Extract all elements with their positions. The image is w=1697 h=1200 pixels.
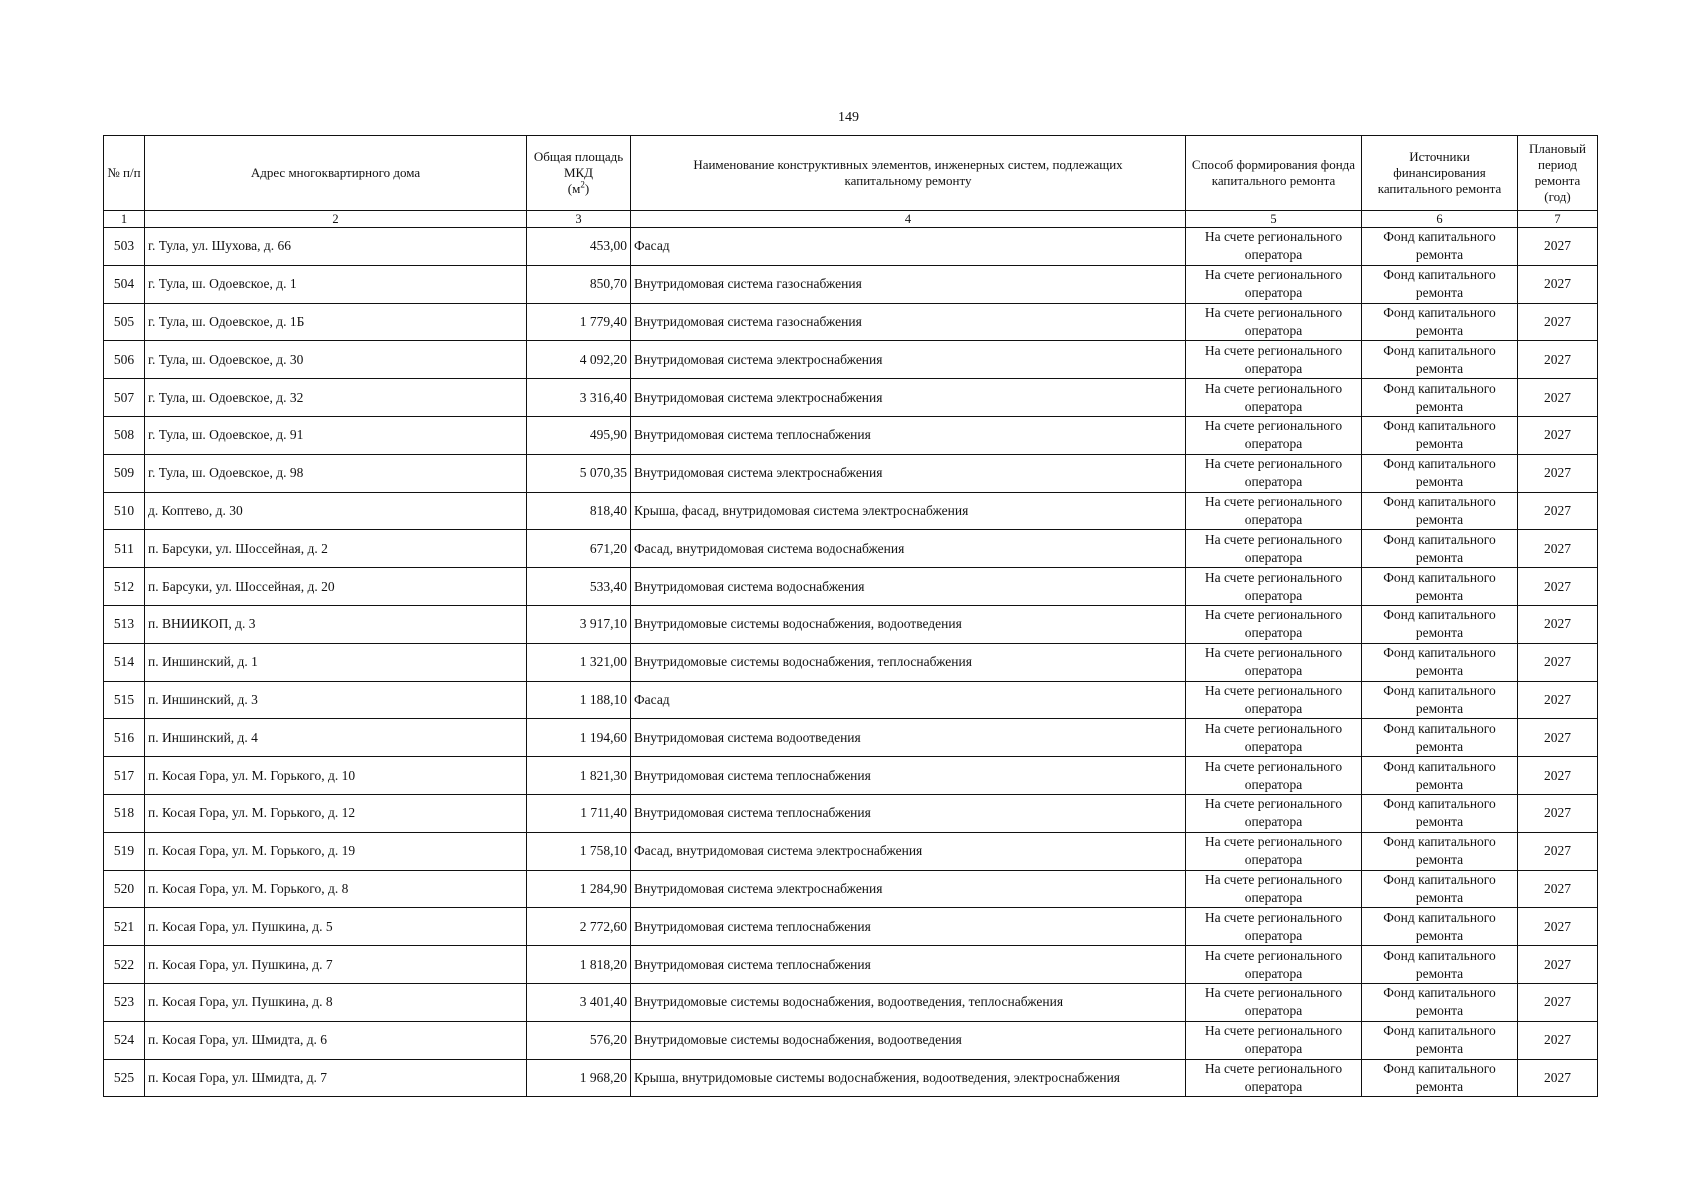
row-year: 2027 [1518, 1021, 1598, 1059]
row-number: 522 [104, 946, 145, 984]
row-address: г. Тула, ш. Одоевское, д. 30 [145, 341, 527, 379]
table-header-row [104, 136, 1598, 211]
row-area: 576,20 [527, 1021, 631, 1059]
row-number: 512 [104, 568, 145, 606]
row-area: 1 968,20 [527, 1059, 631, 1097]
row-area: 533,40 [527, 568, 631, 606]
row-year: 2027 [1518, 454, 1598, 492]
row-year: 2027 [1518, 870, 1598, 908]
row-source: Фонд капитального ремонта [1362, 379, 1518, 417]
header-area-unit: $(м^2)$ [567, 179, 590, 196]
row-elements: Внутридомовая система теплоснабжения [631, 946, 1186, 984]
table-body [104, 228, 1598, 1097]
row-area: 3 401,40 [527, 983, 631, 1021]
row-source: Фонд капитального ремонта [1362, 568, 1518, 606]
row-method: На счете регионального оператора [1186, 643, 1362, 681]
row-year: 2027 [1518, 530, 1598, 568]
row-address: г. Тула, ш. Одоевское, д. 1Б [145, 303, 527, 341]
row-method: На счете регионального оператора [1186, 757, 1362, 795]
row-elements: Фасад, внутридомовая система электроснабжения [631, 832, 1186, 870]
row-area: 453,00 [527, 228, 631, 266]
header-method: Способ формирования фонда капитального ремонта [1186, 136, 1362, 211]
row-year: 2027 [1518, 568, 1598, 606]
row-area: 3 316,40 [527, 379, 631, 417]
row-method: На счете регионального оператора [1186, 265, 1362, 303]
row-address: п. Косая Гора, ул. М. Горького, д. 8 [145, 870, 527, 908]
row-method: На счете регионального оператора [1186, 454, 1362, 492]
row-area: 1 188,10 [527, 681, 631, 719]
row-address: п. Косая Гора, ул. М. Горького, д. 12 [145, 794, 527, 832]
row-source: Фонд капитального ремонта [1362, 1021, 1518, 1059]
row-address: г. Тула, ш. Одоевское, д. 1 [145, 265, 527, 303]
row-method: На счете регионального оператора [1186, 719, 1362, 757]
row-year: 2027 [1518, 303, 1598, 341]
table-row [104, 908, 1598, 946]
row-method: На счете регионального оператора [1186, 530, 1362, 568]
row-elements: Внутридомовая система электроснабжения [631, 870, 1186, 908]
row-method: На счете регионального оператора [1186, 870, 1362, 908]
row-source: Фонд капитального ремонта [1362, 228, 1518, 266]
row-source: Фонд капитального ремонта [1362, 870, 1518, 908]
row-number: 503 [104, 228, 145, 266]
row-number: 524 [104, 1021, 145, 1059]
page-number: 149 [838, 110, 859, 125]
row-address: п. Косая Гора, ул. Пушкина, д. 5 [145, 908, 527, 946]
row-method: На счете регионального оператора [1186, 1059, 1362, 1097]
row-source: Фонд капитального ремонта [1362, 983, 1518, 1021]
column-number: 4 [631, 211, 1186, 228]
row-method: На счете регионального оператора [1186, 379, 1362, 417]
row-year: 2027 [1518, 341, 1598, 379]
column-number: 1 [104, 211, 145, 228]
row-area: 1 758,10 [527, 832, 631, 870]
table-row [104, 719, 1598, 757]
table-row [104, 794, 1598, 832]
row-address: п. ВНИИКОП, д. 3 [145, 605, 527, 643]
row-year: 2027 [1518, 643, 1598, 681]
row-source: Фонд капитального ремонта [1362, 530, 1518, 568]
row-number: 504 [104, 265, 145, 303]
row-elements: Внутридомовая система электроснабжения [631, 454, 1186, 492]
table-row [104, 530, 1598, 568]
repair-program-table [103, 135, 1598, 1097]
row-elements: Внутридомовая система теплоснабжения [631, 794, 1186, 832]
row-address: п. Косая Гора, ул. Пушкина, д. 8 [145, 983, 527, 1021]
table-row [104, 643, 1598, 681]
row-area: 4 092,20 [527, 341, 631, 379]
table-row [104, 265, 1598, 303]
header-elements: Наименование конструктивных элементов, инженерных систем, подлежащих капитальному ремонту [631, 136, 1186, 211]
table-row [104, 568, 1598, 606]
row-elements: Внутридомовые системы водоснабжения, водоотведения, теплоснабжения [631, 983, 1186, 1021]
row-year: 2027 [1518, 908, 1598, 946]
row-source: Фонд капитального ремонта [1362, 719, 1518, 757]
row-year: 2027 [1518, 681, 1598, 719]
row-area: 1 194,60 [527, 719, 631, 757]
row-year: 2027 [1518, 492, 1598, 530]
row-address: п. Барсуки, ул. Шоссейная, д. 2 [145, 530, 527, 568]
header-source: Источники финансирования капитального ремонта [1362, 136, 1518, 211]
row-elements: Внутридомовая система электроснабжения [631, 341, 1186, 379]
row-address: г. Тула, ш. Одоевское, д. 91 [145, 416, 527, 454]
row-method: На счете регионального оператора [1186, 605, 1362, 643]
row-source: Фонд капитального ремонта [1362, 492, 1518, 530]
row-number: 521 [104, 908, 145, 946]
row-year: 2027 [1518, 946, 1598, 984]
row-source: Фонд капитального ремонта [1362, 303, 1518, 341]
row-address: п. Иншинский, д. 4 [145, 719, 527, 757]
row-method: На счете регионального оператора [1186, 303, 1362, 341]
row-source: Фонд капитального ремонта [1362, 908, 1518, 946]
row-elements: Внутридомовая система газоснабжения [631, 265, 1186, 303]
row-number: 525 [104, 1059, 145, 1097]
row-method: На счете регионального оператора [1186, 983, 1362, 1021]
row-elements: Фасад, внутридомовая система водоснабжения [631, 530, 1186, 568]
row-number: 508 [104, 416, 145, 454]
row-year: 2027 [1518, 416, 1598, 454]
table-row [104, 341, 1598, 379]
row-method: На счете регионального оператора [1186, 681, 1362, 719]
row-number: 518 [104, 794, 145, 832]
row-address: п. Барсуки, ул. Шоссейная, д. 20 [145, 568, 527, 606]
row-method: На счете регионального оператора [1186, 908, 1362, 946]
row-year: 2027 [1518, 757, 1598, 795]
table-row [104, 832, 1598, 870]
table-row [104, 605, 1598, 643]
row-elements: Внутридомовые системы водоснабжения, теплоснабжения [631, 643, 1186, 681]
row-address: п. Иншинский, д. 1 [145, 643, 527, 681]
table-row [104, 303, 1598, 341]
row-source: Фонд капитального ремонта [1362, 605, 1518, 643]
row-area: 1 821,30 [527, 757, 631, 795]
row-method: На счете регионального оператора [1186, 492, 1362, 530]
row-number: 523 [104, 983, 145, 1021]
row-elements: Фасад [631, 681, 1186, 719]
row-method: На счете регионального оператора [1186, 416, 1362, 454]
row-area: 495,90 [527, 416, 631, 454]
row-source: Фонд капитального ремонта [1362, 1059, 1518, 1097]
row-elements: Внутридомовые системы водоснабжения, водоотведения [631, 605, 1186, 643]
row-year: 2027 [1518, 832, 1598, 870]
header-num: № п/п [104, 136, 145, 211]
row-number: 516 [104, 719, 145, 757]
row-elements: Фасад [631, 228, 1186, 266]
table-row [104, 757, 1598, 795]
table-row [104, 228, 1598, 266]
row-year: 2027 [1518, 379, 1598, 417]
row-source: Фонд капитального ремонта [1362, 454, 1518, 492]
row-number: 506 [104, 341, 145, 379]
row-year: 2027 [1518, 719, 1598, 757]
row-number: 513 [104, 605, 145, 643]
row-address: п. Косая Гора, ул. Шмидта, д. 7 [145, 1059, 527, 1097]
row-method: На счете регионального оператора [1186, 832, 1362, 870]
row-year: 2027 [1518, 983, 1598, 1021]
row-number: 514 [104, 643, 145, 681]
row-source: Фонд капитального ремонта [1362, 265, 1518, 303]
table-row [104, 1021, 1598, 1059]
table-row [104, 870, 1598, 908]
table-row [104, 379, 1598, 417]
row-address: п. Косая Гора, ул. М. Горького, д. 10 [145, 757, 527, 795]
row-elements: Внутридомовая система теплоснабжения [631, 908, 1186, 946]
row-area: 3 917,10 [527, 605, 631, 643]
header-area-label: Общая площадь МКД [533, 149, 624, 180]
row-address: п. Иншинский, д. 3 [145, 681, 527, 719]
row-address: г. Тула, ул. Шухова, д. 66 [145, 228, 527, 266]
header-area [527, 136, 631, 211]
row-method: На счете регионального оператора [1186, 228, 1362, 266]
row-year: 2027 [1518, 794, 1598, 832]
table-row [104, 946, 1598, 984]
header-address: Адрес многоквартирного дома [145, 136, 527, 211]
row-source: Фонд капитального ремонта [1362, 757, 1518, 795]
row-number: 517 [104, 757, 145, 795]
row-elements: Внутридомовые системы водоснабжения, водоотведения [631, 1021, 1186, 1059]
row-area: 1 779,40 [527, 303, 631, 341]
row-elements: Внутридомовая система теплоснабжения [631, 757, 1186, 795]
row-number: 511 [104, 530, 145, 568]
row-address: д. Коптево, д. 30 [145, 492, 527, 530]
row-area: 818,40 [527, 492, 631, 530]
row-year: 2027 [1518, 265, 1598, 303]
table-row [104, 492, 1598, 530]
row-year: 2027 [1518, 228, 1598, 266]
row-area: 2 772,60 [527, 908, 631, 946]
row-number: 505 [104, 303, 145, 341]
row-elements: Внутридомовая система теплоснабжения [631, 416, 1186, 454]
row-address: г. Тула, ш. Одоевское, д. 32 [145, 379, 527, 417]
column-number: 3 [527, 211, 631, 228]
row-area: 1 321,00 [527, 643, 631, 681]
row-area: 1 284,90 [527, 870, 631, 908]
row-source: Фонд капитального ремонта [1362, 643, 1518, 681]
row-source: Фонд капитального ремонта [1362, 794, 1518, 832]
table-row [104, 983, 1598, 1021]
row-source: Фонд капитального ремонта [1362, 832, 1518, 870]
row-method: На счете регионального оператора [1186, 1021, 1362, 1059]
table-row [104, 1059, 1598, 1097]
row-elements: Внутридомовая система электроснабжения [631, 379, 1186, 417]
row-area: 850,70 [527, 265, 631, 303]
header-period: Плановый период ремонта (год) [1518, 136, 1598, 211]
table-row [104, 454, 1598, 492]
row-number: 510 [104, 492, 145, 530]
row-address: п. Косая Гора, ул. М. Горького, д. 19 [145, 832, 527, 870]
row-method: На счете регионального оператора [1186, 341, 1362, 379]
row-elements: Крыша, фасад, внутридомовая система электроснабжения [631, 492, 1186, 530]
column-number: 2 [145, 211, 527, 228]
row-method: На счете регионального оператора [1186, 946, 1362, 984]
row-source: Фонд капитального ремонта [1362, 946, 1518, 984]
row-area: 5 070,35 [527, 454, 631, 492]
row-area: 1 818,20 [527, 946, 631, 984]
row-source: Фонд капитального ремонта [1362, 416, 1518, 454]
table-row [104, 681, 1598, 719]
row-elements: Внутридомовая система водоотведения [631, 719, 1186, 757]
row-method: На счете регионального оператора [1186, 794, 1362, 832]
row-address: п. Косая Гора, ул. Пушкина, д. 7 [145, 946, 527, 984]
row-number: 509 [104, 454, 145, 492]
row-address: п. Косая Гора, ул. Шмидта, д. 6 [145, 1021, 527, 1059]
row-source: Фонд капитального ремонта [1362, 341, 1518, 379]
row-elements: Крыша, внутридомовые системы водоснабжения, водоотведения, электроснабжения [631, 1059, 1186, 1097]
row-source: Фонд капитального ремонта [1362, 681, 1518, 719]
row-year: 2027 [1518, 605, 1598, 643]
row-elements: Внутридомовая система водоснабжения [631, 568, 1186, 606]
row-area: 671,20 [527, 530, 631, 568]
row-number: 520 [104, 870, 145, 908]
row-area: 1 711,40 [527, 794, 631, 832]
row-address: г. Тула, ш. Одоевское, д. 98 [145, 454, 527, 492]
row-year: 2027 [1518, 1059, 1598, 1097]
column-number-row [104, 211, 1598, 228]
table-row [104, 416, 1598, 454]
column-number: 7 [1518, 211, 1598, 228]
row-number: 507 [104, 379, 145, 417]
row-number: 515 [104, 681, 145, 719]
row-number: 519 [104, 832, 145, 870]
row-elements: Внутридомовая система газоснабжения [631, 303, 1186, 341]
column-number: 6 [1362, 211, 1518, 228]
column-number: 5 [1186, 211, 1362, 228]
row-method: На счете регионального оператора [1186, 568, 1362, 606]
